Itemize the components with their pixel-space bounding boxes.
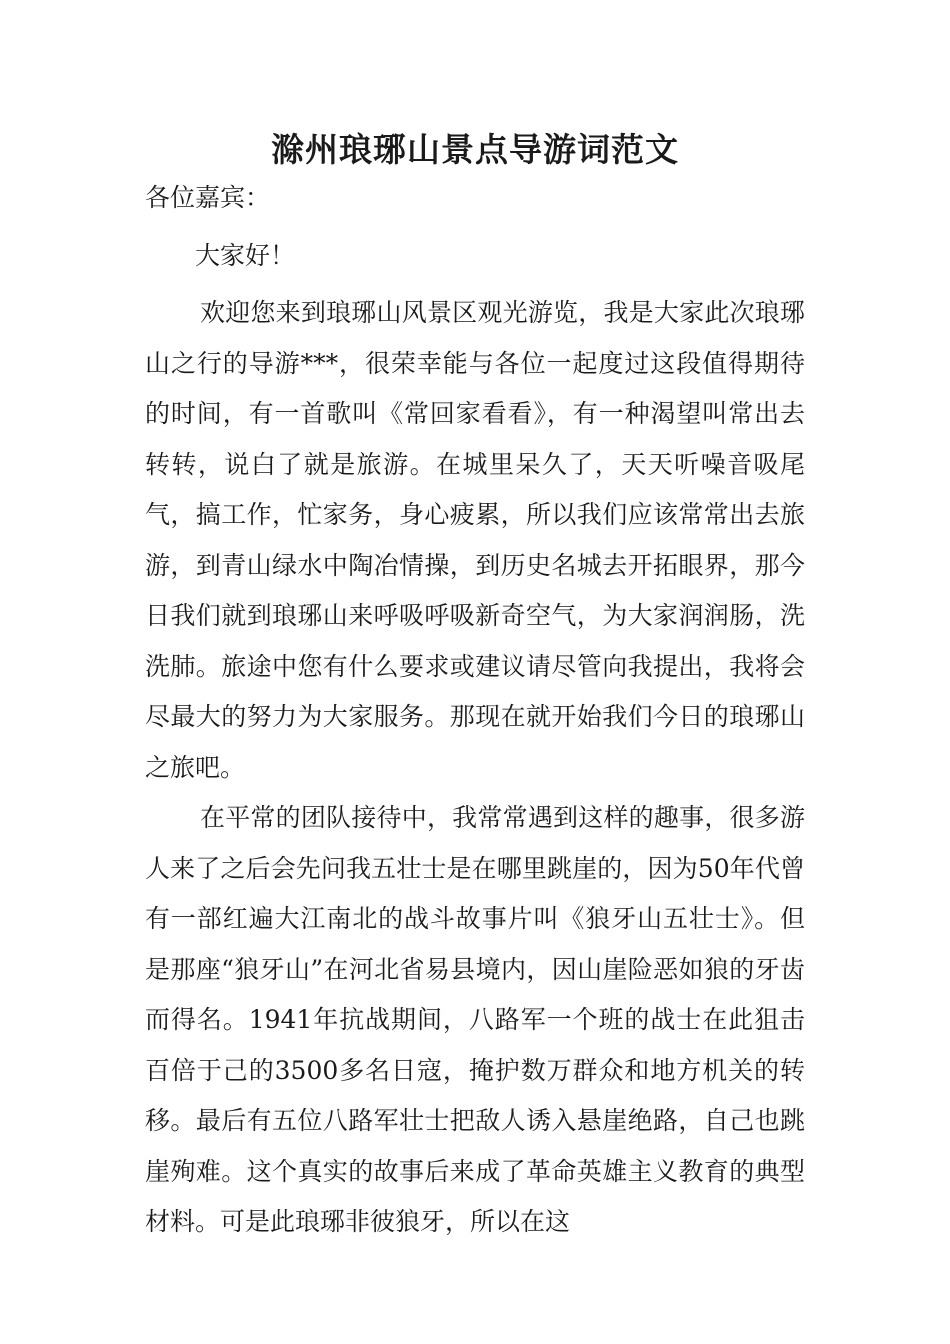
salutation: 各位嘉宾： bbox=[145, 183, 271, 212]
document-title: 滁州琅琊山景点导游词范文 bbox=[271, 130, 679, 169]
greeting: 大家好！ bbox=[195, 241, 296, 270]
paragraph-welcome: 欢迎您来到琅琊山风景区观光游览，我是大家此次琅琊山之行的导游***，很荣幸能与各位一起度过这段值得期待的时间，有一首歌叫《常回家看看》，有一种渴望叫常出去转转，说白了就是旅游。在城里呆久了，天天听噪音吸尾气，搞工作，忙家务，身心疲累，所以我们应该常常出去旅游，到青山绿水中陶冶情操，到历史名城去开拓眼界，那今日我们就到琅琊山来呼吸呼吸新奇空气，为大家润润肠，洗洗肺。旅途中您有什么要求或建议请尽管向我提出，我将会尽最大的努力为大家服务。那现在就开始我们今日的琅琊山之旅吧。 bbox=[145, 298, 805, 782]
paragraph-langya-story: 在平常的团队接待中，我常常遇到这样的趣事，很多游人来了之后会先问我五壮士是在哪里跳崖的，因为50年代曾有一部红遍大江南北的战斗故事片叫《狼牙山五壮士》。但是那座“狼牙山”在河北省易县境内，因山崖险恶如狼的牙齿而得名。1941年抗战期间，八路军一个班的战士在此狙击百倍于己的3500多名日寇，掩护数万群众和地方机关的转移。最后有五位八路军壮士把敌人诱入悬崖绝路，自己也跳崖殉难。这个真实的故事后来成了革命英雄主义教育的典型材料。可是此琅琊非彼狼牙，所以在这 bbox=[145, 803, 805, 1236]
